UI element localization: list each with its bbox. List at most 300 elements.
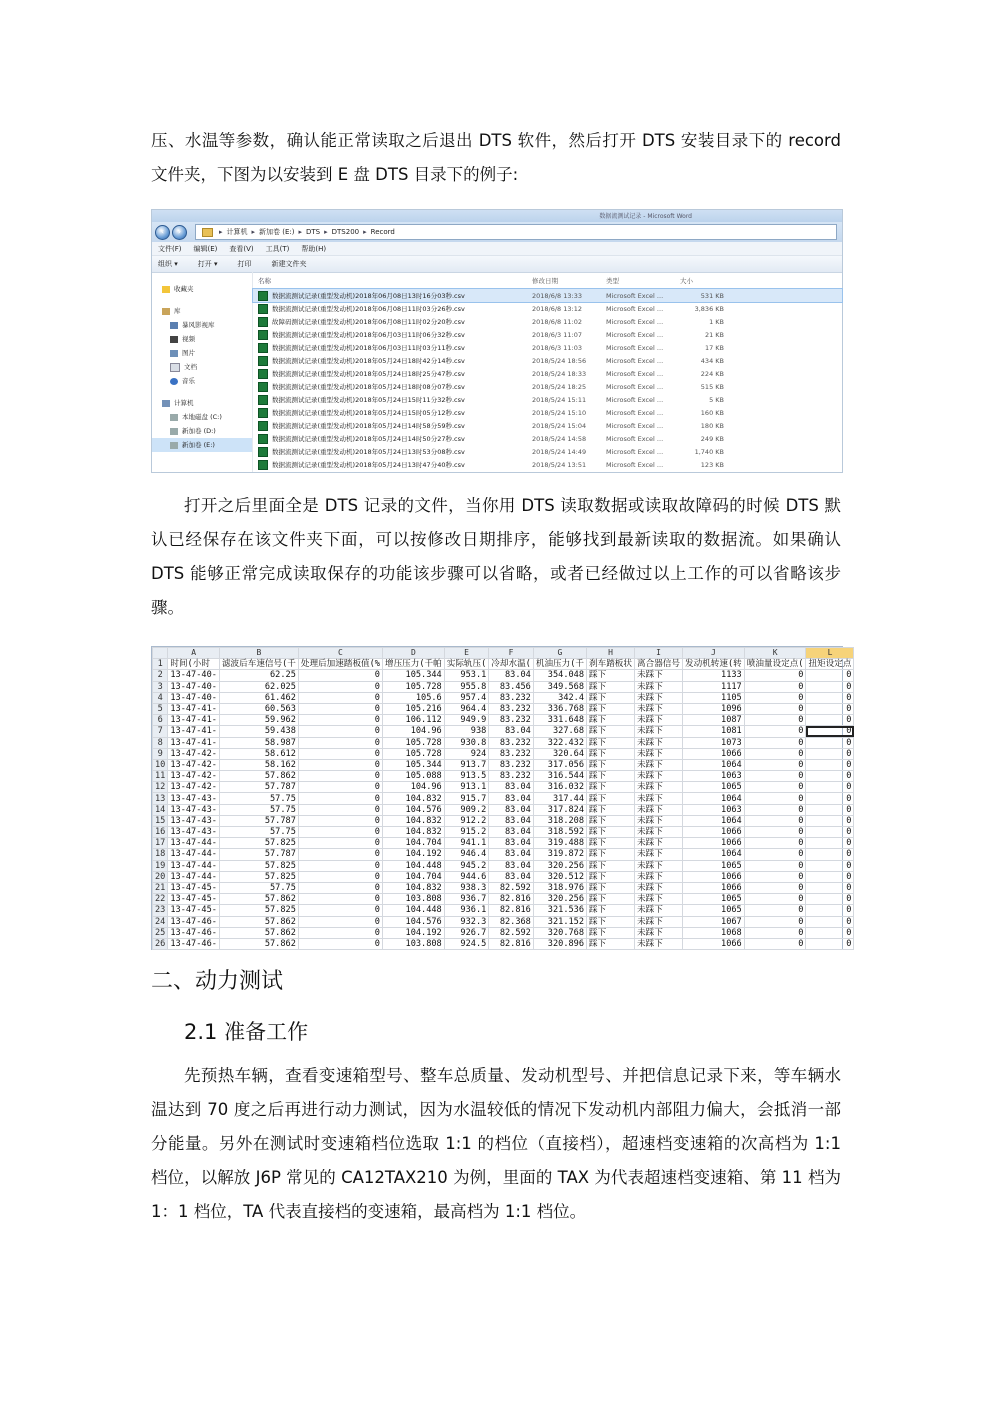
table-cell[interactable]: 104.704 (382, 871, 444, 882)
table-cell[interactable]: 踩下 (587, 860, 635, 871)
table-cell[interactable]: 0 (806, 838, 854, 849)
file-row[interactable] (253, 380, 842, 393)
table-cell[interactable]: 踩下 (587, 681, 635, 692)
column-letter[interactable]: C (298, 648, 382, 659)
row-number[interactable]: 16 (153, 827, 168, 838)
table-cell[interactable]: 踩下 (587, 804, 635, 815)
table-cell[interactable]: 13-47-41- (168, 737, 220, 748)
table-cell[interactable]: 955.8 (444, 681, 489, 692)
table-cell[interactable]: 0 (298, 927, 382, 938)
row-number[interactable]: 2 (153, 670, 168, 681)
menu-edit[interactable]: 编辑(E) (193, 244, 218, 253)
row-number[interactable]: 18 (153, 849, 168, 860)
table-cell[interactable]: 0 (298, 670, 382, 681)
table-cell[interactable]: 1087 (682, 715, 744, 726)
row-number[interactable]: 17 (153, 838, 168, 849)
table-cell[interactable]: 0 (806, 793, 854, 804)
forward-icon[interactable]: › (172, 225, 187, 240)
row-number[interactable]: 11 (153, 771, 168, 782)
file-row[interactable] (253, 458, 842, 471)
table-cell[interactable]: 57.825 (219, 871, 298, 882)
table-cell[interactable]: 0 (744, 815, 806, 826)
table-cell[interactable]: 83.04 (489, 827, 534, 838)
table-cell[interactable]: 320.256 (533, 860, 586, 871)
table-cell[interactable]: 0 (744, 782, 806, 793)
table-cell[interactable]: 未踩下 (635, 871, 683, 882)
table-cell[interactable]: 0 (806, 916, 854, 927)
table-cell[interactable]: 0 (298, 882, 382, 893)
table-cell[interactable]: 57.862 (219, 771, 298, 782)
table-cell[interactable]: 57.825 (219, 860, 298, 871)
file-row[interactable] (253, 432, 842, 445)
table-cell[interactable]: 13-47-45- (168, 882, 220, 893)
table-cell[interactable]: 913.1 (444, 782, 489, 793)
column-letter[interactable]: A (168, 648, 220, 659)
table-cell[interactable]: 320.256 (533, 894, 586, 905)
file-row[interactable] (253, 406, 842, 419)
table-cell[interactable]: 0 (298, 894, 382, 905)
table-cell[interactable]: 103.808 (382, 894, 444, 905)
table-cell[interactable]: 0 (744, 759, 806, 770)
table-cell[interactable]: 踩下 (587, 894, 635, 905)
table-cell[interactable]: 104.192 (382, 849, 444, 860)
table-cell[interactable]: 944.6 (444, 871, 489, 882)
header-cell[interactable]: 扭矩设定点 (806, 659, 854, 670)
row-number[interactable]: 15 (153, 815, 168, 826)
table-cell[interactable]: 踩下 (587, 827, 635, 838)
table-cell[interactable]: 1066 (682, 748, 744, 759)
table-cell[interactable]: 317.824 (533, 804, 586, 815)
table-cell[interactable]: 0 (744, 726, 806, 737)
row-number[interactable]: 12 (153, 782, 168, 793)
table-cell[interactable]: 62.025 (219, 681, 298, 692)
table-cell[interactable]: 106.112 (382, 715, 444, 726)
row-number[interactable]: 3 (153, 681, 168, 692)
menu-tools[interactable]: 工具(T) (265, 244, 290, 253)
table-cell[interactable]: 0 (298, 815, 382, 826)
table-cell[interactable]: 0 (806, 771, 854, 782)
table-cell[interactable]: 82.368 (489, 916, 534, 927)
table-cell[interactable]: 13-47-43- (168, 804, 220, 815)
table-cell[interactable]: 0 (744, 692, 806, 703)
table-cell[interactable]: 913.7 (444, 759, 489, 770)
table-cell[interactable]: 104.448 (382, 905, 444, 916)
row-number[interactable]: 20 (153, 871, 168, 882)
column-letter[interactable]: B (219, 648, 298, 659)
table-cell[interactable]: 1067 (682, 916, 744, 927)
table-cell[interactable]: 105.216 (382, 703, 444, 714)
table-cell[interactable]: 1066 (682, 838, 744, 849)
table-cell[interactable]: 未踩下 (635, 771, 683, 782)
table-cell[interactable]: 踩下 (587, 715, 635, 726)
table-cell[interactable]: 105.728 (382, 681, 444, 692)
table-cell[interactable]: 104.704 (382, 838, 444, 849)
column-letter[interactable]: K (744, 648, 806, 659)
table-cell[interactable]: 82.816 (489, 905, 534, 916)
file-row[interactable] (253, 328, 842, 341)
table-cell[interactable]: 0 (298, 860, 382, 871)
table-cell[interactable]: 0 (744, 927, 806, 938)
table-cell[interactable]: 0 (298, 793, 382, 804)
table-cell[interactable]: 13-47-46- (168, 938, 220, 949)
file-row[interactable] (253, 354, 842, 367)
table-cell[interactable]: 58.162 (219, 759, 298, 770)
table-cell[interactable]: 1063 (682, 804, 744, 815)
table-cell[interactable]: 未踩下 (635, 905, 683, 916)
table-cell[interactable]: 1066 (682, 938, 744, 949)
table-cell[interactable]: 320.768 (533, 927, 586, 938)
table-cell[interactable]: 949.9 (444, 715, 489, 726)
table-cell[interactable]: 349.568 (533, 681, 586, 692)
table-cell[interactable]: 未踩下 (635, 894, 683, 905)
table-cell[interactable]: 13-47-42- (168, 771, 220, 782)
table-cell[interactable]: 0 (298, 771, 382, 782)
table-cell[interactable]: 1081 (682, 726, 744, 737)
table-cell[interactable]: 342.4 (533, 692, 586, 703)
table-cell[interactable]: 82.816 (489, 894, 534, 905)
table-cell[interactable]: 1066 (682, 871, 744, 882)
table-cell[interactable]: 1065 (682, 782, 744, 793)
table-cell[interactable]: 未踩下 (635, 737, 683, 748)
table-cell[interactable]: 13-47-40- (168, 670, 220, 681)
table-cell[interactable]: 0 (806, 748, 854, 759)
table-cell[interactable]: 105.728 (382, 737, 444, 748)
table-cell[interactable]: 0 (744, 737, 806, 748)
row-number[interactable]: 25 (153, 927, 168, 938)
table-cell[interactable]: 未踩下 (635, 882, 683, 893)
table-cell[interactable]: 105.344 (382, 759, 444, 770)
table-cell[interactable]: 318.976 (533, 882, 586, 893)
table-cell[interactable]: 踩下 (587, 726, 635, 737)
table-cell[interactable]: 945.2 (444, 860, 489, 871)
table-cell[interactable]: 0 (744, 849, 806, 860)
header-cell[interactable]: 实际轨压( (444, 659, 489, 670)
table-cell[interactable]: 1105 (682, 692, 744, 703)
table-cell[interactable]: 915.7 (444, 793, 489, 804)
table-cell[interactable]: 未踩下 (635, 838, 683, 849)
table-cell[interactable]: 13-47-41- (168, 703, 220, 714)
table-cell[interactable]: 未踩下 (635, 793, 683, 804)
table-cell[interactable]: 57.75 (219, 793, 298, 804)
table-cell[interactable]: 936.1 (444, 905, 489, 916)
table-cell[interactable]: 未踩下 (635, 681, 683, 692)
table-cell[interactable]: 104.448 (382, 860, 444, 871)
row-number[interactable]: 13 (153, 793, 168, 804)
table-cell[interactable]: 0 (298, 715, 382, 726)
column-letter[interactable]: J (682, 648, 744, 659)
table-cell[interactable]: 踩下 (587, 670, 635, 681)
table-cell[interactable]: 13-47-45- (168, 905, 220, 916)
table-cell[interactable]: 13-47-44- (168, 860, 220, 871)
header-cell[interactable]: 发动机转速(转 (682, 659, 744, 670)
organize-button[interactable]: 组织 ▾ (158, 260, 178, 268)
table-cell[interactable]: 1064 (682, 759, 744, 770)
nav-library[interactable]: 库 (152, 304, 252, 318)
table-cell[interactable]: 957.4 (444, 692, 489, 703)
table-cell[interactable]: 58.612 (219, 748, 298, 759)
row-number[interactable]: 19 (153, 860, 168, 871)
table-cell[interactable]: 318.208 (533, 815, 586, 826)
table-cell[interactable]: 0 (298, 838, 382, 849)
table-cell[interactable]: 320.64 (533, 748, 586, 759)
table-cell[interactable]: 83.04 (489, 860, 534, 871)
table-cell[interactable]: 13-47-44- (168, 849, 220, 860)
table-cell[interactable]: 83.232 (489, 737, 534, 748)
table-cell[interactable]: 0 (806, 670, 854, 681)
table-cell[interactable]: 915.2 (444, 827, 489, 838)
table-cell[interactable]: 83.04 (489, 871, 534, 882)
table-cell[interactable]: 踩下 (587, 793, 635, 804)
table-cell[interactable]: 83.232 (489, 759, 534, 770)
table-cell[interactable]: 13-47-45- (168, 894, 220, 905)
table-cell[interactable]: 0 (744, 838, 806, 849)
table-cell[interactable]: 0 (806, 827, 854, 838)
table-cell[interactable]: 57.825 (219, 838, 298, 849)
table-cell[interactable]: 13-47-44- (168, 871, 220, 882)
column-type[interactable]: 类型 (606, 276, 619, 285)
row-number[interactable]: 7 (153, 726, 168, 737)
table-cell[interactable]: 0 (744, 793, 806, 804)
nav-library-item[interactable]: 图片 (152, 346, 252, 360)
nav-library-item[interactable]: 音乐 (152, 374, 252, 388)
table-cell[interactable]: 0 (298, 748, 382, 759)
table-cell[interactable]: 104.832 (382, 815, 444, 826)
column-letter[interactable]: G (533, 648, 586, 659)
table-cell[interactable]: 0 (298, 871, 382, 882)
table-cell[interactable]: 913.5 (444, 771, 489, 782)
table-cell[interactable]: 57.787 (219, 849, 298, 860)
table-cell[interactable]: 83.04 (489, 726, 534, 737)
table-cell[interactable]: 83.04 (489, 782, 534, 793)
table-cell[interactable]: 踩下 (587, 916, 635, 927)
table-cell[interactable]: 938 (444, 726, 489, 737)
table-cell[interactable]: 0 (298, 905, 382, 916)
table-cell[interactable]: 83.232 (489, 715, 534, 726)
table-cell[interactable]: 321.536 (533, 905, 586, 916)
table-cell[interactable]: 踩下 (587, 782, 635, 793)
table-cell[interactable]: 946.4 (444, 849, 489, 860)
table-cell[interactable]: 0 (806, 782, 854, 793)
table-cell[interactable]: 926.7 (444, 927, 489, 938)
header-cell[interactable]: 时间(小时 (168, 659, 220, 670)
table-cell[interactable]: 941.1 (444, 838, 489, 849)
row-number[interactable]: 9 (153, 748, 168, 759)
file-row[interactable] (253, 341, 842, 354)
table-cell[interactable]: 13-47-41- (168, 715, 220, 726)
nav-library-item[interactable]: 视频 (152, 332, 252, 346)
nav-library-item[interactable]: 暴风影视库 (152, 318, 252, 332)
table-cell[interactable]: 953.1 (444, 670, 489, 681)
table-cell[interactable]: 0 (744, 882, 806, 893)
column-letter[interactable]: L (806, 648, 854, 659)
table-cell[interactable]: 未踩下 (635, 670, 683, 681)
table-cell[interactable]: 未踩下 (635, 815, 683, 826)
column-date[interactable]: 修改日期 (532, 276, 558, 285)
table-cell[interactable]: 0 (806, 726, 854, 737)
table-cell[interactable]: 1133 (682, 670, 744, 681)
table-cell[interactable]: 0 (298, 782, 382, 793)
header-cell[interactable]: 机油压力(千 (533, 659, 586, 670)
table-cell[interactable]: 318.592 (533, 827, 586, 838)
column-name[interactable]: 名称 (258, 276, 271, 285)
table-cell[interactable]: 踩下 (587, 771, 635, 782)
table-cell[interactable]: 0 (744, 703, 806, 714)
table-cell[interactable]: 104.832 (382, 827, 444, 838)
table-cell[interactable]: 62.25 (219, 670, 298, 681)
table-cell[interactable]: 105.088 (382, 771, 444, 782)
header-cell[interactable]: 刹车踏板状 (587, 659, 635, 670)
table-cell[interactable]: 320.896 (533, 938, 586, 949)
table-cell[interactable]: 104.576 (382, 916, 444, 927)
table-cell[interactable]: 0 (806, 905, 854, 916)
file-row[interactable] (253, 367, 842, 380)
table-cell[interactable]: 0 (744, 860, 806, 871)
menu-file[interactable]: 文件(F) (158, 244, 182, 253)
table-cell[interactable]: 13-47-43- (168, 793, 220, 804)
table-cell[interactable]: 57.862 (219, 938, 298, 949)
table-cell[interactable]: 未踩下 (635, 748, 683, 759)
table-cell[interactable]: 83.232 (489, 692, 534, 703)
nav-computer[interactable]: 计算机 (152, 396, 252, 410)
table-cell[interactable]: 57.825 (219, 905, 298, 916)
table-cell[interactable]: 59.962 (219, 715, 298, 726)
table-cell[interactable]: 0 (744, 804, 806, 815)
header-cell[interactable]: 喷油量设定点( (744, 659, 806, 670)
table-cell[interactable]: 踩下 (587, 849, 635, 860)
table-cell[interactable]: 103.808 (382, 938, 444, 949)
column-letter[interactable]: I (635, 648, 683, 659)
table-cell[interactable]: 0 (806, 692, 854, 703)
table-cell[interactable]: 0 (744, 938, 806, 949)
table-cell[interactable]: 13-47-41- (168, 726, 220, 737)
table-cell[interactable]: 0 (298, 703, 382, 714)
table-cell[interactable]: 1117 (682, 681, 744, 692)
table-cell[interactable]: 13-47-46- (168, 916, 220, 927)
table-cell[interactable]: 13-47-43- (168, 815, 220, 826)
table-cell[interactable]: 13-47-42- (168, 782, 220, 793)
table-cell[interactable]: 319.872 (533, 849, 586, 860)
breadcrumb[interactable]: Record (370, 228, 395, 236)
table-cell[interactable]: 83.04 (489, 670, 534, 681)
table-cell[interactable]: 13-47-43- (168, 827, 220, 838)
table-cell[interactable]: 82.816 (489, 938, 534, 949)
table-cell[interactable]: 1065 (682, 894, 744, 905)
table-cell[interactable]: 踩下 (587, 938, 635, 949)
table-cell[interactable]: 未踩下 (635, 927, 683, 938)
table-cell[interactable]: 57.862 (219, 927, 298, 938)
table-cell[interactable]: 320.512 (533, 871, 586, 882)
table-cell[interactable]: 83.456 (489, 681, 534, 692)
table-cell[interactable]: 0 (806, 927, 854, 938)
table-cell[interactable]: 0 (298, 692, 382, 703)
table-cell[interactable]: 0 (744, 748, 806, 759)
table-cell[interactable]: 0 (806, 815, 854, 826)
table-cell[interactable]: 82.592 (489, 927, 534, 938)
table-cell[interactable]: 踩下 (587, 737, 635, 748)
table-cell[interactable]: 未踩下 (635, 703, 683, 714)
row-number[interactable]: 10 (153, 759, 168, 770)
file-row[interactable] (253, 419, 842, 432)
breadcrumb[interactable]: 计算机 (226, 228, 248, 236)
table-cell[interactable]: 0 (744, 894, 806, 905)
file-row[interactable] (253, 315, 842, 328)
table-cell[interactable]: 踩下 (587, 905, 635, 916)
table-cell[interactable]: 未踩下 (635, 827, 683, 838)
table-cell[interactable]: 61.462 (219, 692, 298, 703)
table-cell[interactable]: 316.032 (533, 782, 586, 793)
table-cell[interactable]: 104.192 (382, 927, 444, 938)
table-cell[interactable]: 0 (298, 938, 382, 949)
table-cell[interactable]: 58.987 (219, 737, 298, 748)
breadcrumb[interactable]: DTS200 (331, 228, 360, 236)
table-cell[interactable]: 未踩下 (635, 692, 683, 703)
column-size[interactable]: 大小 (680, 276, 693, 285)
table-cell[interactable]: 1065 (682, 860, 744, 871)
corner-cell[interactable] (153, 648, 168, 659)
table-cell[interactable]: 57.75 (219, 827, 298, 838)
menu-help[interactable]: 帮助(H) (301, 244, 327, 253)
table-cell[interactable]: 104.832 (382, 882, 444, 893)
table-cell[interactable]: 83.04 (489, 815, 534, 826)
row-number[interactable]: 14 (153, 804, 168, 815)
file-row[interactable] (253, 302, 842, 315)
table-cell[interactable]: 964.4 (444, 703, 489, 714)
table-cell[interactable]: 0 (806, 804, 854, 815)
table-cell[interactable]: 未踩下 (635, 782, 683, 793)
column-letter[interactable]: H (587, 648, 635, 659)
table-cell[interactable]: 0 (298, 827, 382, 838)
column-letter[interactable]: D (382, 648, 444, 659)
table-cell[interactable]: 1064 (682, 815, 744, 826)
table-cell[interactable]: 0 (806, 882, 854, 893)
column-letter[interactable]: E (444, 648, 489, 659)
table-cell[interactable]: 924 (444, 748, 489, 759)
table-cell[interactable]: 0 (744, 827, 806, 838)
table-cell[interactable]: 0 (744, 905, 806, 916)
table-cell[interactable]: 未踩下 (635, 860, 683, 871)
table-cell[interactable]: 60.563 (219, 703, 298, 714)
open-button[interactable]: 打开 ▾ (197, 260, 218, 268)
table-cell[interactable]: 1096 (682, 703, 744, 714)
row-number[interactable]: 23 (153, 905, 168, 916)
table-cell[interactable]: 0 (298, 804, 382, 815)
nav-drive[interactable]: 新加卷 (E:) (152, 438, 252, 452)
table-cell[interactable]: 327.68 (533, 726, 586, 737)
table-cell[interactable]: 0 (806, 938, 854, 949)
table-cell[interactable]: 0 (298, 916, 382, 927)
table-cell[interactable]: 936.7 (444, 894, 489, 905)
table-cell[interactable]: 82.592 (489, 882, 534, 893)
header-cell[interactable]: 冷却水温( (489, 659, 534, 670)
table-cell[interactable]: 踩下 (587, 871, 635, 882)
table-cell[interactable]: 未踩下 (635, 804, 683, 815)
table-cell[interactable]: 0 (744, 871, 806, 882)
table-cell[interactable]: 1073 (682, 737, 744, 748)
table-cell[interactable]: 912.2 (444, 815, 489, 826)
nav-drive[interactable]: 新加卷 (D:) (152, 424, 252, 438)
table-cell[interactable]: 83.04 (489, 804, 534, 815)
table-cell[interactable]: 踩下 (587, 927, 635, 938)
table-cell[interactable]: 317.44 (533, 793, 586, 804)
nav-favorites[interactable]: 收藏夹 (152, 282, 252, 296)
table-cell[interactable]: 踩下 (587, 838, 635, 849)
table-cell[interactable]: 0 (744, 681, 806, 692)
table-cell[interactable]: 0 (806, 871, 854, 882)
table-cell[interactable]: 104.96 (382, 782, 444, 793)
table-cell[interactable]: 83.04 (489, 793, 534, 804)
table-cell[interactable]: 0 (806, 894, 854, 905)
table-cell[interactable]: 59.438 (219, 726, 298, 737)
